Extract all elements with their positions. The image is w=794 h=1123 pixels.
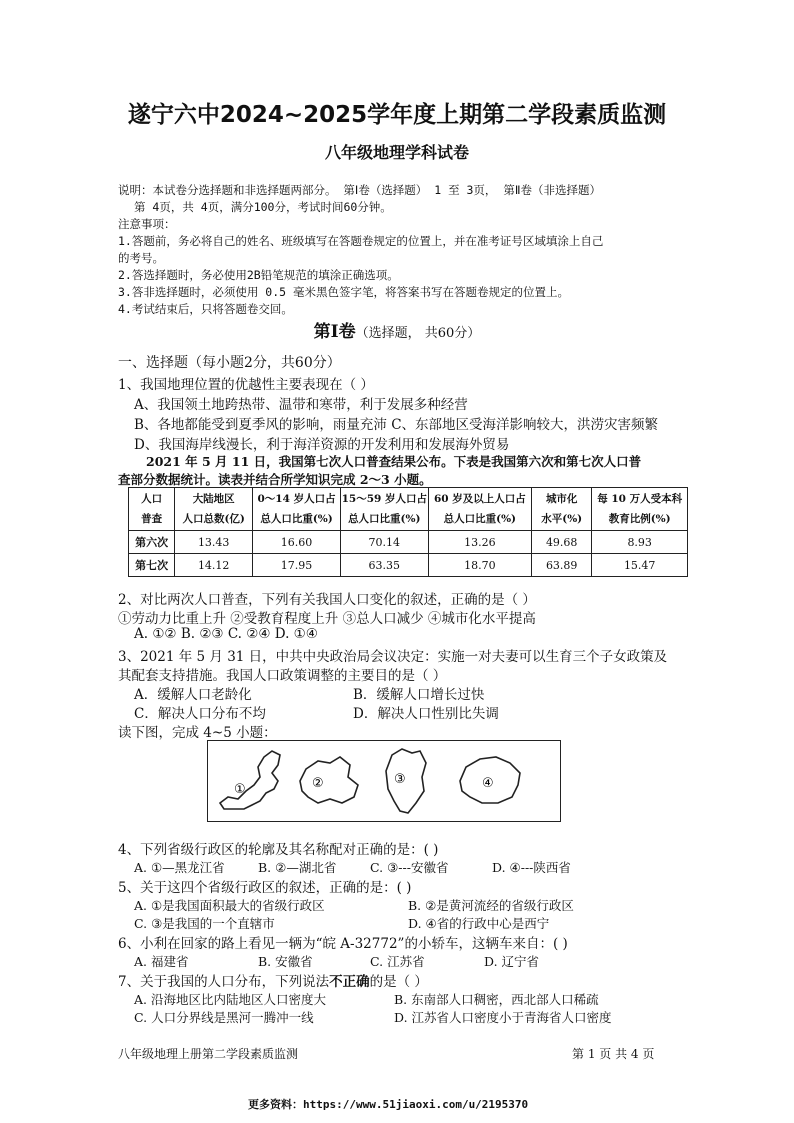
instruction-line: 第 4页，共 4页，满分100分，考试时间60分钟。: [134, 200, 392, 214]
option-c: C. 人口分界线是黑河一腾冲一线: [134, 1010, 314, 1025]
table-cell: 8.93: [592, 531, 688, 554]
option-c: C. ③是我国的一个直辖市: [134, 916, 275, 931]
question-stem: 3、2021 年 5 月 31 日，中共中央政治局会议决定：实施一对夫妻可以生育三个子女政策及: [118, 649, 668, 665]
footer-page-number: 第 1 页 共 4 页: [572, 1047, 655, 1061]
question-items: ①劳动力比重上升 ②受教育程度上升 ③总人口减少 ④城市化水平提高: [118, 611, 536, 627]
table-row: [129, 531, 688, 554]
table-cell: 49.68: [532, 531, 592, 554]
option-b: B. 安徽省: [258, 954, 313, 969]
question-stem-emphasis: 不正确: [329, 974, 370, 990]
option-b: B．缓解人口增长过快: [353, 687, 485, 703]
option-a: A. ①是我国面积最大的省级行政区: [134, 898, 325, 913]
instruction-line: 3.答非选择题时，必须使用 0.5 毫米黑色签字笔，将答案书写在答题卷规定的位置上。: [118, 285, 569, 299]
section-title: 第Ⅰ卷: [313, 322, 356, 342]
instruction-line: 1.答题前，务必将自己的姓名、班级填写在答题卷规定的位置上，并在准考证号区域填涂上自己: [118, 234, 604, 248]
province-outlines-svg: [208, 741, 560, 821]
map-label-4: ④: [482, 776, 494, 791]
table-cell: 15.47: [592, 554, 688, 577]
table-cell: 63.35: [340, 554, 428, 577]
question-stem: 6、小利在回家的路上看见一辆为“皖 A-32772”的小轿车，这辆车来自：( ): [118, 936, 568, 952]
map-label-2: ②: [312, 776, 324, 791]
table-header-cell: 0～14 岁人口占 总人口比重(%): [253, 488, 341, 531]
instruction-line: 4.考试结束后，只将答题卷交回。: [118, 302, 293, 316]
table-cell: 63.89: [532, 554, 592, 577]
section-heading: [0, 317, 794, 342]
table-cell: 第七次: [129, 554, 175, 577]
map-label-3: ③: [394, 772, 406, 787]
table-header-cell: 每 10 万人受本科 教育比例(%): [592, 488, 688, 531]
instruction-line: 2.答选择题时，务必使用2B铅笔规范的填涂正确选项。: [118, 268, 399, 282]
part-heading: 一、选择题（每小题2分，共60分）: [118, 355, 341, 371]
option-d: D. 江苏省人口密度小于青海省人口密度: [394, 1010, 612, 1025]
footer-left: 八年级地理上册第二学段素质监测: [118, 1047, 299, 1061]
passage-line: 查部分数据统计。读表并结合所学知识完成 2～3 小题。: [118, 472, 432, 487]
exam-title: 遂宁六中2024~2025学年度上期第二学段素质监测: [127, 102, 667, 128]
instruction-line: 说明：本试卷分选择题和非选择题两部分。 第Ⅰ卷（选择题） 1 至 3页， 第Ⅱ卷（非选择题）: [118, 183, 602, 197]
table-cell: 16.60: [253, 531, 341, 554]
option-a: A、我国领土地跨热带、温带和寒带，利于发展多种经营: [134, 397, 468, 413]
option-a: A．缓解人口老龄化: [134, 687, 252, 703]
option-a: A. 沿海地区比内陆地区人口密度大: [134, 992, 326, 1007]
province-outline-3: [386, 749, 426, 813]
table-header-row: [129, 488, 688, 531]
table-header-cell: 城市化 水平(%): [532, 488, 592, 531]
table-cell: 13.26: [428, 531, 531, 554]
table-cell: 13.43: [175, 531, 253, 554]
question-stem: [118, 970, 428, 990]
question-stem: 1、我国地理位置的优越性主要表现在（ ）: [118, 377, 374, 393]
question-stem: 4、下列省级行政区的轮廓及其名称配对正确的是：( ): [118, 842, 439, 858]
option-b: B. ②是黄河流经的省级行政区: [408, 898, 574, 913]
option-d: D．解决人口性别比失调: [353, 706, 499, 722]
option-c: C. 江苏省: [370, 954, 425, 969]
instruction-line: 注意事项：: [118, 217, 176, 231]
option-d: D. ④---陕西省: [492, 860, 571, 875]
census-table: [128, 487, 688, 577]
table-cell: 14.12: [175, 554, 253, 577]
option-b: B. ②—湖北省: [258, 860, 337, 875]
option-d: D、我国海岸线漫长，利于海洋资源的开发利用和发展海外贸易: [134, 437, 510, 453]
option-c: C. ③---安徽省: [370, 860, 449, 875]
table-cell: 70.14: [340, 531, 428, 554]
option-d: D. ④省的行政中心是西宁: [408, 916, 550, 931]
section-note: （选择题， 共60分）: [355, 326, 481, 341]
table-cell: 18.70: [428, 554, 531, 577]
question-stem: 5、关于这四个省级行政区的叙述，正确的是：( ): [118, 880, 412, 896]
table-header-cell: 大陆地区 人口总数(亿): [175, 488, 253, 531]
question-stem-post: 的是（ ）: [369, 974, 428, 990]
option-bc: B、各地都能受到夏季风的影响，雨量充沛 C、东部地区受海洋影响较大，洪涝灾害频繁: [134, 417, 659, 433]
province-outline-2: [300, 757, 358, 803]
map-intro: 读下图，完成 4~5 小题：: [118, 725, 277, 741]
question-options: A. ①② B. ②③ C. ②④ D. ①④: [134, 626, 318, 642]
table-header-cell: 60 岁及以上人口占 总人口比重(%): [428, 488, 531, 531]
province-outline-1: [220, 751, 280, 809]
table-row: [129, 554, 688, 577]
table-header-cell: 15～59 岁人口占 总人口比重(%): [340, 488, 428, 531]
instruction-line: 的考号。: [118, 251, 164, 265]
province-outline-figure: [207, 740, 561, 822]
exam-subtitle: 八年级地理学科试卷: [324, 143, 469, 162]
passage-line: 2021 年 5 月 11 日，我国第七次人口普查结果公布。下表是我国第六次和第七次人口普: [146, 454, 642, 469]
question-stem: 其配套支持措施。我国人口政策调整的主要目的是（ ）: [118, 668, 447, 684]
map-label-1: ①: [234, 782, 246, 797]
table-header-cell: 人口 普查: [129, 488, 175, 531]
footer-link[interactable]: 更多资料：https://www.51jiaoxi.com/u/2195370: [248, 1098, 529, 1111]
question-stem-pre: 7、关于我国的人口分布，下列说法: [118, 974, 330, 990]
question-stem: 2、对比两次人口普查，下列有关我国人口变化的叙述，正确的是（ ）: [118, 592, 536, 608]
option-b: B. 东南部人口稠密，西北部人口稀疏: [394, 992, 599, 1007]
table-cell: 第六次: [129, 531, 175, 554]
table-cell: 17.95: [253, 554, 341, 577]
option-a: A. ①—黑龙江省: [134, 860, 225, 875]
option-d: D. 辽宁省: [484, 954, 540, 969]
option-a: A. 福建省: [134, 954, 189, 969]
option-c: C．解决人口分布不均: [134, 706, 266, 722]
